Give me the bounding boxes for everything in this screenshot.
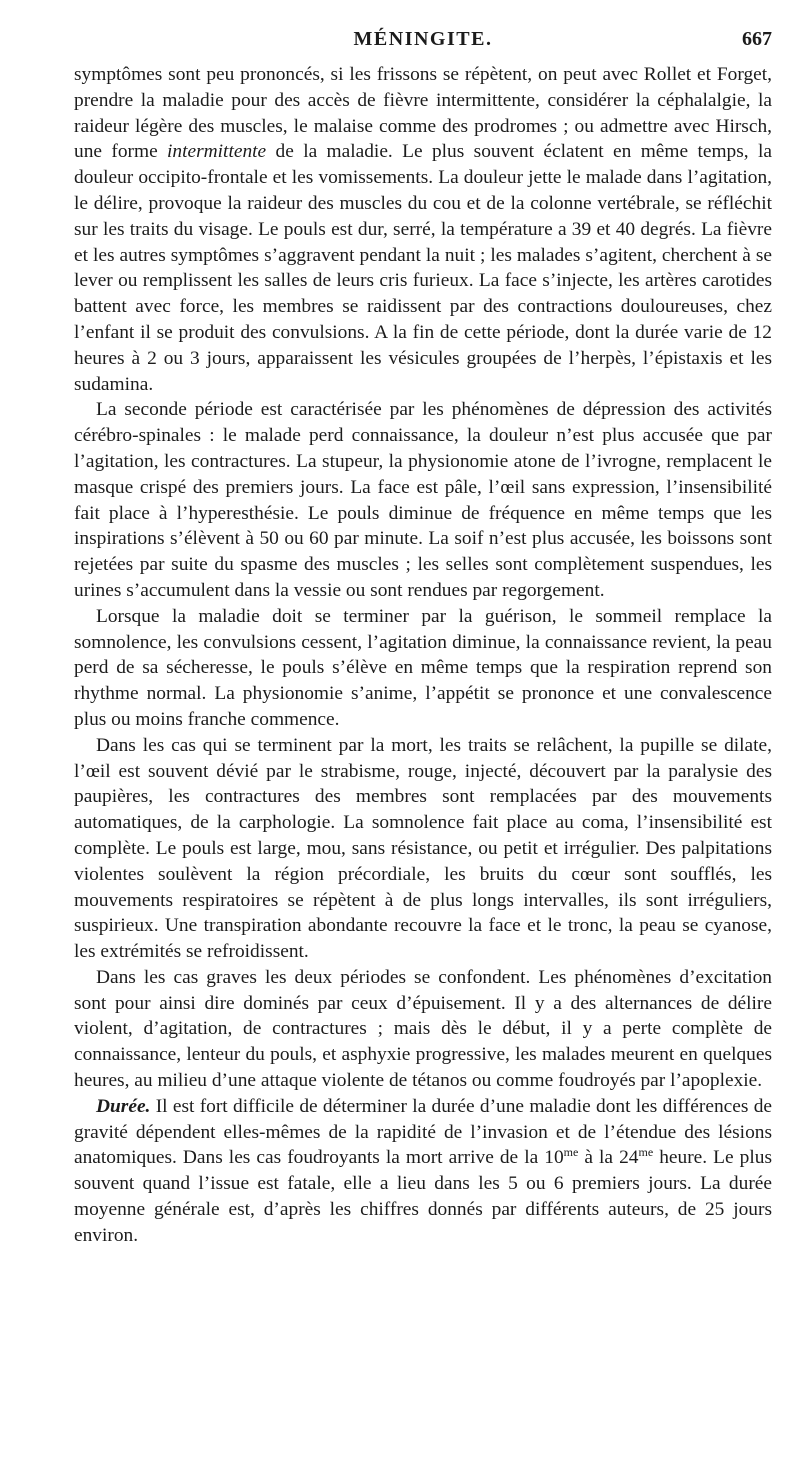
paragraph: Lorsque la maladie doit se terminer par la guérison, le sommeil remplace la somnolence, les convulsions cessent, l’agitation diminue, la connaissance revient, la peau perd de sa sécheresse, le pouls s’élève en même temps que la respiration reprend son rhythme normal. La physionomie s’anime, l’appétit se prononce et une convalescence plus ou moins franche commence. [74,605,772,730]
page-number: 667 [742,28,772,50]
ordinal-suffix: me [638,1145,654,1160]
section-run-head: Durée. [96,1095,151,1117]
paragraph-text: Il est fort difficile de déterminer la durée d’une maladie dont les différences de gravité dépendent elles-mêmes de la rapidité de l’invasion et de l’étendue des lésions anatomiques. Dans les cas foudroyants la mort arrive de la 10 [74,1095,772,1169]
paragraph-text: heure. Le plus souvent quand l’issue est fatale, elle a lieu dans les 5 ou 6 premiers jours. La durée moyenne générale est, d’après les chiffres donnés par différents auteurs, de 25 jours environ. [74,1147,772,1246]
running-title: MÉNINGITE. [353,28,493,50]
paragraph: Dans les cas qui se terminent par la mort, les traits se relâchent, la pupille se dilate, l’œil est souvent dévié par le strabisme, rouge, injecté, découvert par la paralysie des paupières, les contractures des membres sont remplacées par des mouvements automatiques, de la carphologie. La somnolence fait place au coma, l’insensibilité est complète. Le pouls est large, mou, sans résistance, ou petit et irrégulier. Des palpitations violentes soulèvent la région précordiale, les bruits du cœur sont soufflés, les mouvements respiratoires se répètent à de plus longs intervalles, ils sont irréguliers, suspirieux. Une transpiration abondante recouvre la face et le tronc, la peau se cyanose, les extrémités se refroidissent. [74,734,772,963]
paragraph-text: symptômes sont peu prononcés, si les frissons se répètent, on peut avec Rollet et Forget, prendre la maladie pour des accès de fièvre intermittente, considérer la céphalalgie, la raideur légère des muscles, le malaise comme des prodromes ; ou admettre avec Hirsch, une forme [74,64,772,163]
ordinal-suffix: me [563,1145,579,1160]
paragraph [74,62,772,397]
emphasis-term: intermittente [167,141,267,163]
paragraph: Dans les cas graves les deux périodes se confondent. Les phénomènes d’excitation sont pour ainsi dire dominés par ceux d’épuisement. Il y a des alternances de délire violent, d’agitation, de contractures ; mais dès le début, il y a perte complète de connaissance, lenteur du pouls, et asphyxie progressive, les malades meurent en quelques heures, au milieu d’une attaque violente de tétanos ou comme foudroyés par l’apoplexie. [74,966,772,1092]
paragraph: La seconde période est caractérisée par les phénomènes de dépression des activités cérébro-spinales : le malade perd connaissance, la douleur n’est plus accusée que par l’agitation, les contractures. La stupeur, la physionomie atone de l’ivrogne, remplacent le masque crispé des premiers jours. La face est pâle, l’œil sans expression, l’insensibilité fait place à l’hyperesthésie. Le pouls diminue de fréquence en même temps que les inspirations s’élèvent à 50 ou 60 par minute. La soif n’est plus accusée, les boissons sont rejetées par suite du spasme des muscles ; les selles sont complètement suspendues, les urines s’accumulent dans la vessie ou sont rendues par regorgement. [74,399,772,601]
running-head [74,28,772,56]
body-text [74,62,772,1249]
paragraph-text: de la maladie. Le plus souvent éclatent en même temps, la douleur occipito-frontale et les vomissements. La douleur jette le malade dans l’agitation, le délire, provoque la raideur des muscles du cou et de la colonne vertébrale, se réfléchit sur les traits du visage. Le pouls est dur, serré, la température a 39 et 40 degrés. La fièvre et les autres symptômes s’aggravent pendant la nuit ; les malades s’agitent, cherchent à se lever ou remplissent les salles de leurs cris furieux. La face s’injecte, les artères carotides battent avec force, les membres se raidissent par des contractions douloureuses, chez l’enfant il se produit des convulsions. A la fin de cette période, dont la durée varie de 12 heures à 2 ou 3 jours, apparaissent les vésicules groupées de l’herpès, l’épistaxis et les sudamina. [74,141,772,395]
paragraph [74,1094,772,1249]
paragraph-text: à la 24 [578,1147,639,1169]
